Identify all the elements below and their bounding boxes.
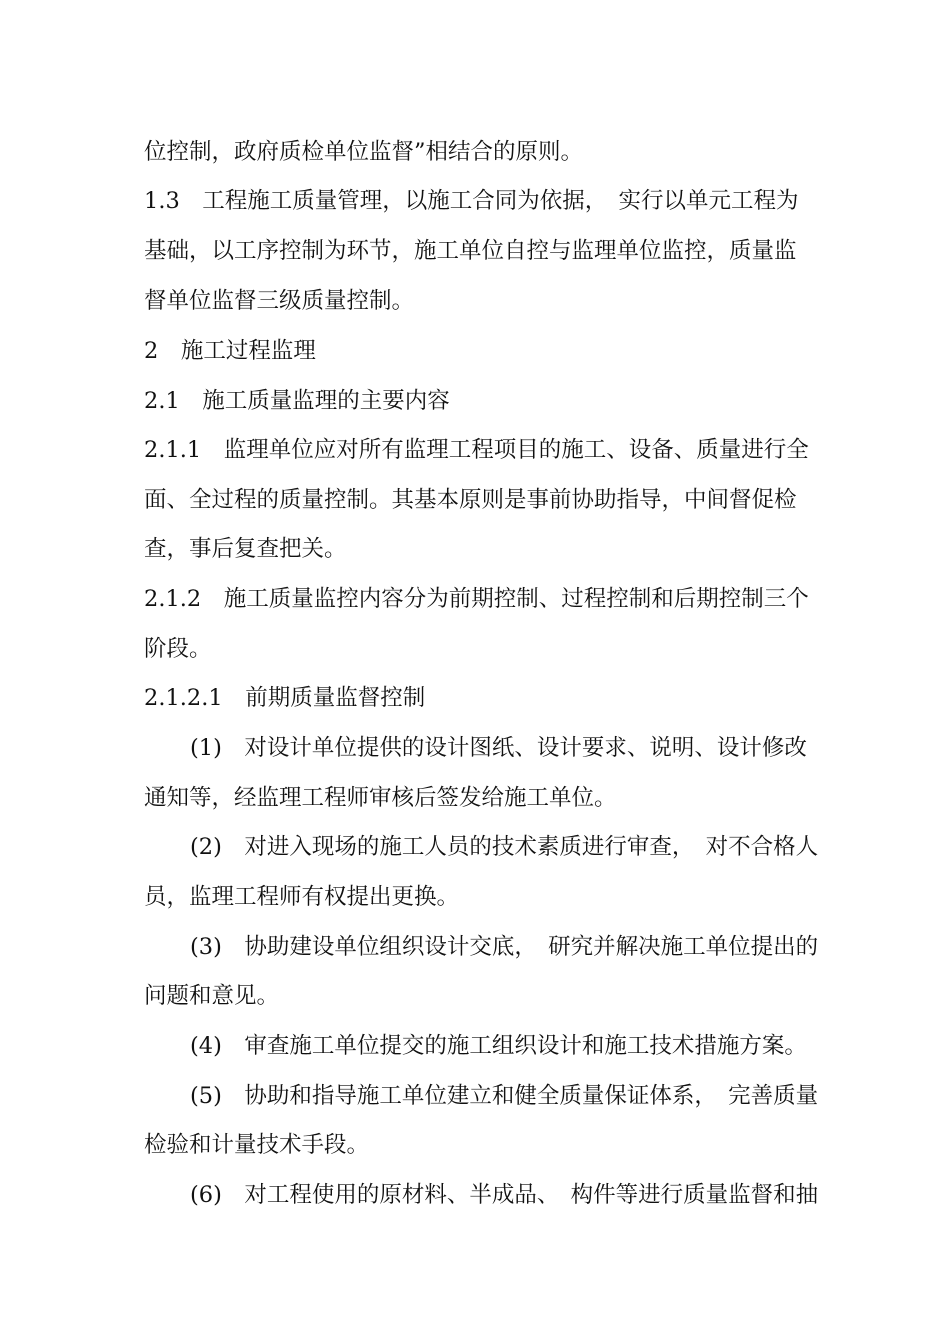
text-line: 位控制，政府质检单位监督”相结合的原则。 (144, 139, 584, 165)
text-line: 员，监理工程师有权提出更换。 (144, 884, 460, 910)
text-line: 查，事后复查把关。 (144, 536, 347, 562)
list-item-5: (5) 协助和指导施工单位建立和健全质量保证体系， 完善质量 (190, 1083, 819, 1109)
list-item-3: (3) 协助建设单位组织设计交底， 研究并解决施工单位提出的 (190, 934, 819, 960)
list-item-4: (4) 审查施工单位提交的施工组织设计和施工技术措施方案。 (190, 1033, 807, 1059)
section-2-1-1-line: 2.1.1 监理单位应对所有监理工程项目的施工、设备、质量进行全 (144, 437, 809, 463)
text-line: 阶段。 (144, 636, 212, 662)
section-heading-2: 2 施工过程监理 (144, 338, 316, 364)
text-line: 面、全过程的质量控制。其基本原则是事前协助指导，中间督促检 (144, 487, 797, 513)
list-item-2: (2) 对进入现场的施工人员的技术素质进行审查， 对不合格人 (190, 834, 819, 860)
text-line: 检验和计量技术手段。 (144, 1132, 370, 1158)
text-line: 问题和意见。 (144, 983, 280, 1009)
list-item-1: (1) 对设计单位提供的设计图纸、设计要求、说明、设计修改 (190, 735, 807, 761)
section-heading-2-1: 2.1 施工质量监理的主要内容 (144, 388, 450, 414)
section-heading-2-1-2-1: 2.1.2.1 前期质量监督控制 (144, 685, 426, 711)
list-item-6: (6) 对工程使用的原材料、半成品、 构件等进行质量监督和抽 (190, 1182, 819, 1208)
text-line: 督单位监督三级质量控制。 (144, 288, 415, 314)
text-line: 基础，以工序控制为环节，施工单位自控与监理单位监控，质量监 (144, 238, 797, 264)
text-line: 通知等，经监理工程师审核后签发给施工单位。 (144, 785, 617, 811)
section-1-3-line: 1.3 工程施工质量管理，以施工合同为依据， 实行以单元工程为 (144, 188, 799, 214)
section-2-1-2-line: 2.1.2 施工质量监控内容分为前期控制、过程控制和后期控制三个 (144, 586, 809, 612)
